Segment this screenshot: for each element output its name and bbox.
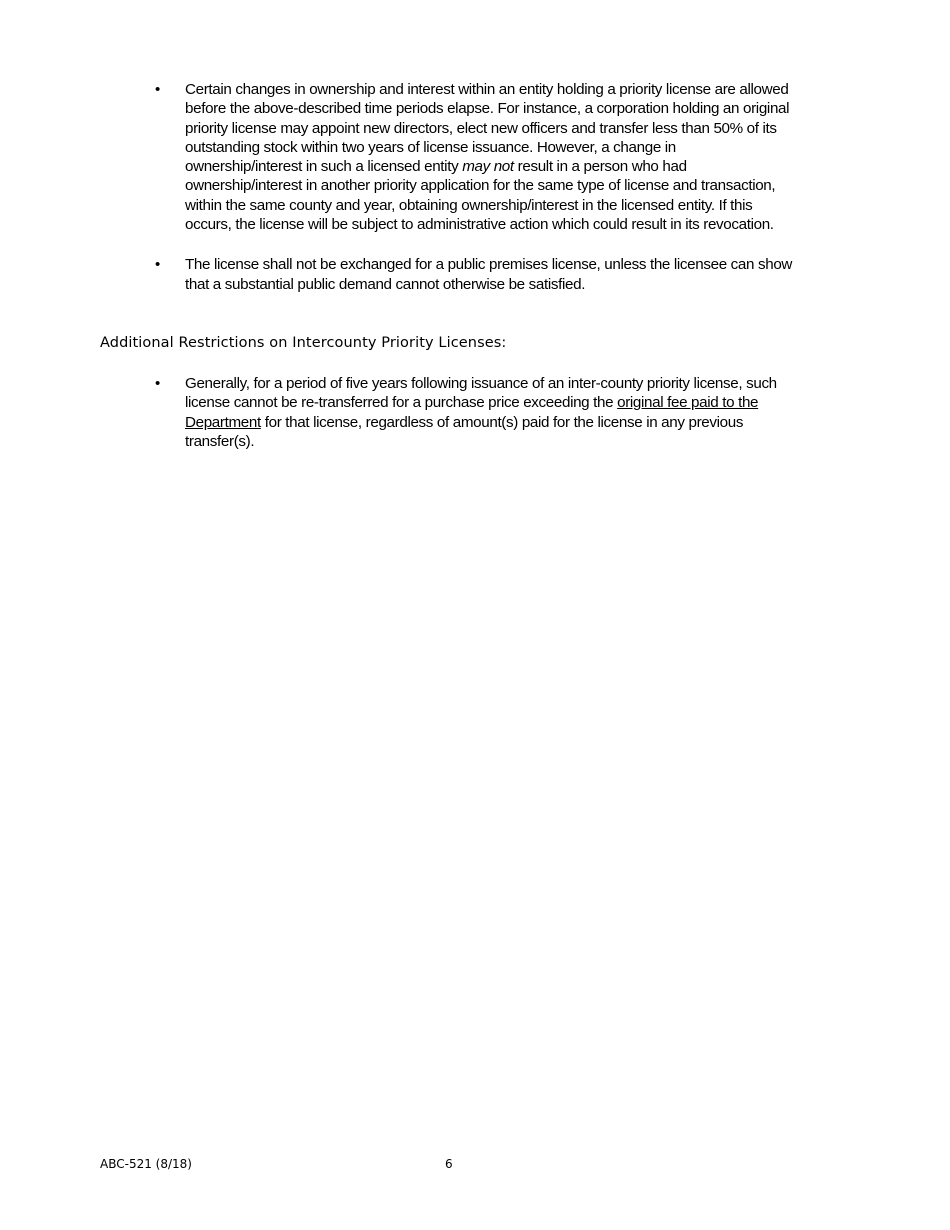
text-line: for that license, regardless of amount(s) paid for the license in any previous xyxy=(260,413,744,431)
bullet-item-retransfer-limit xyxy=(155,374,855,451)
section-heading-intercounty: Additional Restrictions on Intercounty Priority Licenses: xyxy=(100,335,507,351)
bullet-list-priority-restrictions xyxy=(155,80,855,315)
text-line: before the above-described time periods elapse. For instance, a corporation holding an original xyxy=(185,100,790,118)
text-line: outstanding stock within two years of license issuance. However, a change in xyxy=(185,138,676,156)
text-line: result in a person who had xyxy=(513,158,687,176)
text-line: The license shall not be exchanged for a public premises license, unless the licensee can show xyxy=(185,256,793,274)
text-line: license cannot be re-transferred for a purchase price exceeding the xyxy=(185,394,618,412)
text-line: ownership/interest in such a licensed entity xyxy=(185,158,463,176)
bullet-icon: • xyxy=(155,81,160,98)
text-line: within the same county and year, obtaining ownership/interest in the licensed entity. If this xyxy=(185,196,753,214)
bullet-icon: • xyxy=(155,256,160,274)
text-line: Generally, for a period of five years following issuance of an inter-county priority license, such xyxy=(185,375,777,392)
emphasis-may-not: may not xyxy=(462,158,514,176)
bullet-item-public-premises xyxy=(155,255,855,294)
text-line: that a substantial public demand cannot otherwise be satisfied. xyxy=(185,275,586,293)
text-line: priority license may appoint new directors, elect new officers and transfer less than 50% of its xyxy=(185,119,777,137)
text-line: ownership/interest in another priority application for the same type of license and transaction, xyxy=(185,177,776,195)
text-line: Certain changes in ownership and interest within an entity holding a priority license are allowed xyxy=(185,81,789,98)
text-line: transfer(s). xyxy=(185,432,255,450)
footer-form-code: ABC-521 (8/18) xyxy=(100,1157,192,1171)
underlined-department: Department xyxy=(185,413,261,431)
bullet-icon: • xyxy=(155,375,160,392)
bullet-list-intercounty-restrictions xyxy=(155,374,855,472)
text-line: occurs, the license will be subject to administrative action which could result in its revocation. xyxy=(185,216,774,234)
underlined-original-fee: original fee paid to the xyxy=(617,394,759,412)
bullet-item-ownership-changes xyxy=(155,80,855,234)
footer-page-number: 6 xyxy=(445,1157,453,1171)
